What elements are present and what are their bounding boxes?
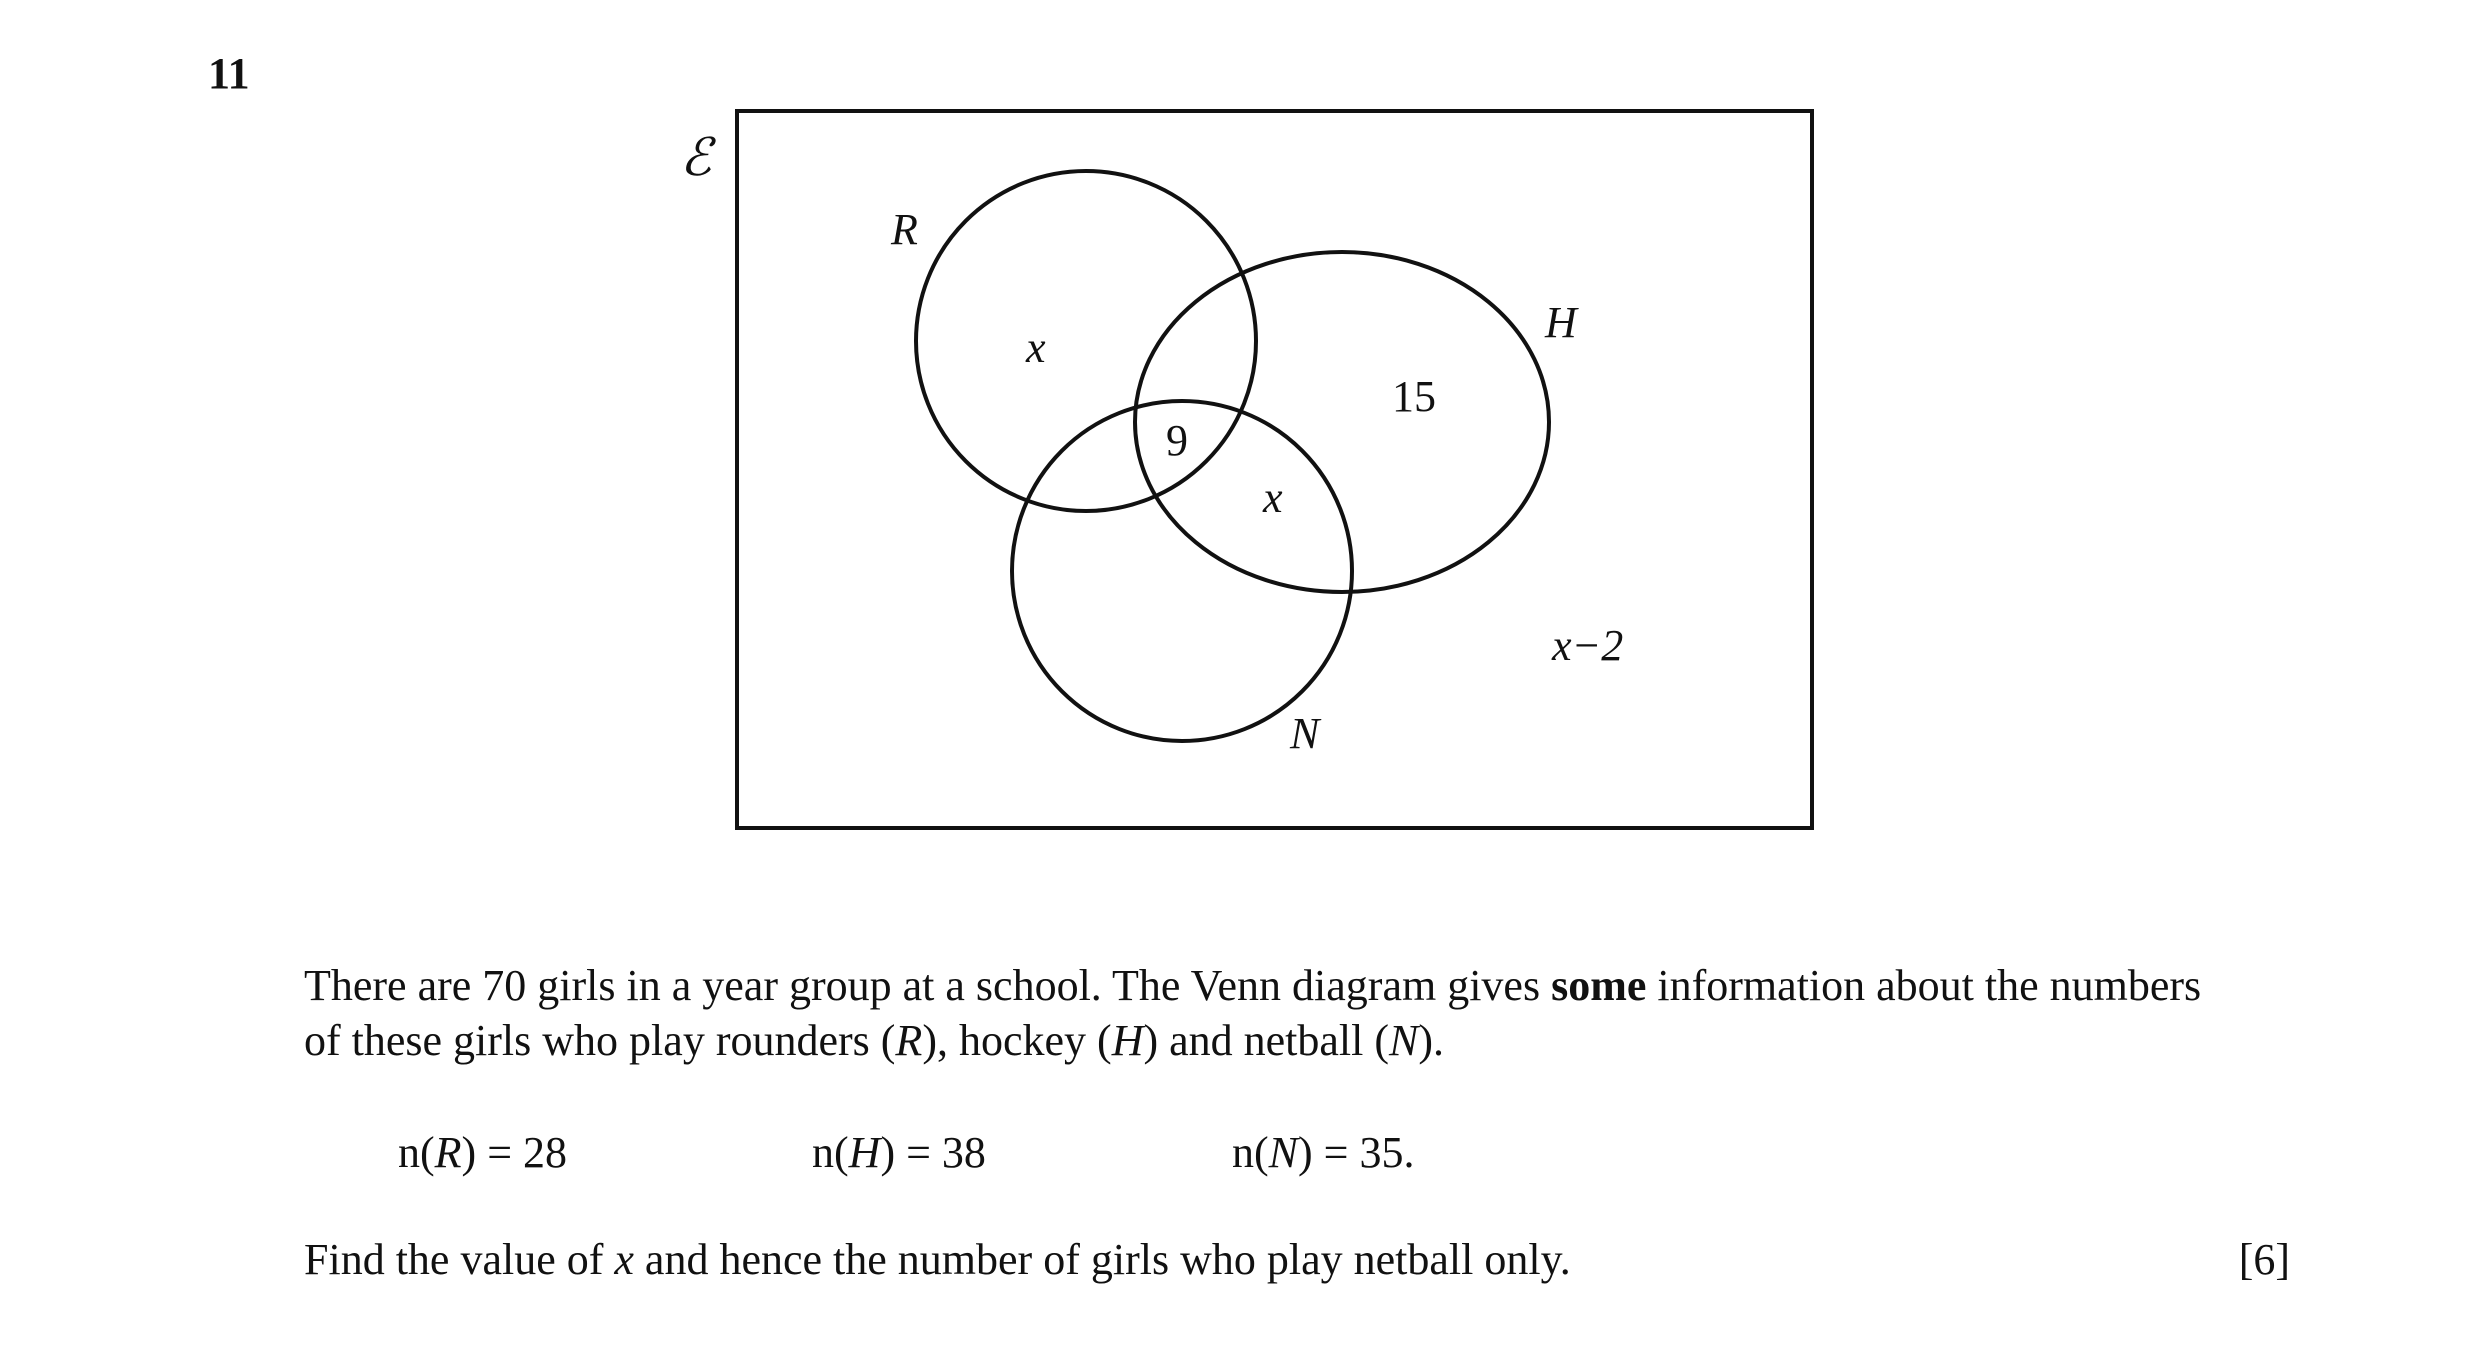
var-r: R <box>434 1128 462 1177</box>
question-number: 11 <box>208 49 250 98</box>
given-n-r <box>398 1125 567 1180</box>
question-paragraph <box>304 958 2304 1068</box>
para-text: There are 70 girls in a year group at a school. The Venn diagram gives <box>304 961 1552 1010</box>
para-text: ) and netball ( <box>1143 1016 1390 1065</box>
para-text: ), hockey ( <box>922 1016 1112 1065</box>
ellipse-h <box>1135 252 1549 592</box>
universal-set-label: ℰ <box>680 130 712 187</box>
task-text: and hence the number of girls who play netball only. <box>633 1235 1571 1284</box>
region-outside: x−2 <box>1552 621 1624 670</box>
set-label-h: H <box>1545 298 1577 347</box>
given-text: n( <box>398 1128 435 1177</box>
given-text: ) = 28 <box>461 1128 568 1177</box>
var-r: R <box>895 1016 923 1065</box>
var-n: N <box>1389 1016 1419 1065</box>
given-n-n <box>1232 1125 1414 1180</box>
task-instruction <box>304 1232 1571 1287</box>
circle-r <box>916 171 1256 511</box>
given-text: ) = 38 <box>880 1128 986 1177</box>
region-h-n-only: x <box>1263 473 1283 522</box>
given-n-h <box>812 1125 986 1180</box>
task-text: Find the value of <box>304 1235 615 1284</box>
region-h-only: 15 <box>1392 372 1436 421</box>
set-label-n: N <box>1290 709 1320 758</box>
given-text: ) = 35. <box>1298 1128 1415 1177</box>
marks-label: [6] <box>2238 1235 2290 1284</box>
given-text: n( <box>1232 1128 1269 1177</box>
var-h: H <box>848 1128 881 1177</box>
para-text: ). <box>1418 1016 1445 1065</box>
para-bold-some: some <box>1551 961 1647 1010</box>
set-label-r: R <box>891 205 918 254</box>
region-r-h-n: 9 <box>1166 416 1188 465</box>
var-h: H <box>1111 1016 1144 1065</box>
var-n: N <box>1268 1128 1299 1177</box>
given-text: n( <box>812 1128 849 1177</box>
region-r-only: x <box>1026 323 1046 372</box>
para-text: information about the numbers <box>1646 961 2202 1010</box>
var-x: x <box>614 1235 634 1284</box>
para-text: of these girls who play rounders ( <box>304 1016 896 1065</box>
